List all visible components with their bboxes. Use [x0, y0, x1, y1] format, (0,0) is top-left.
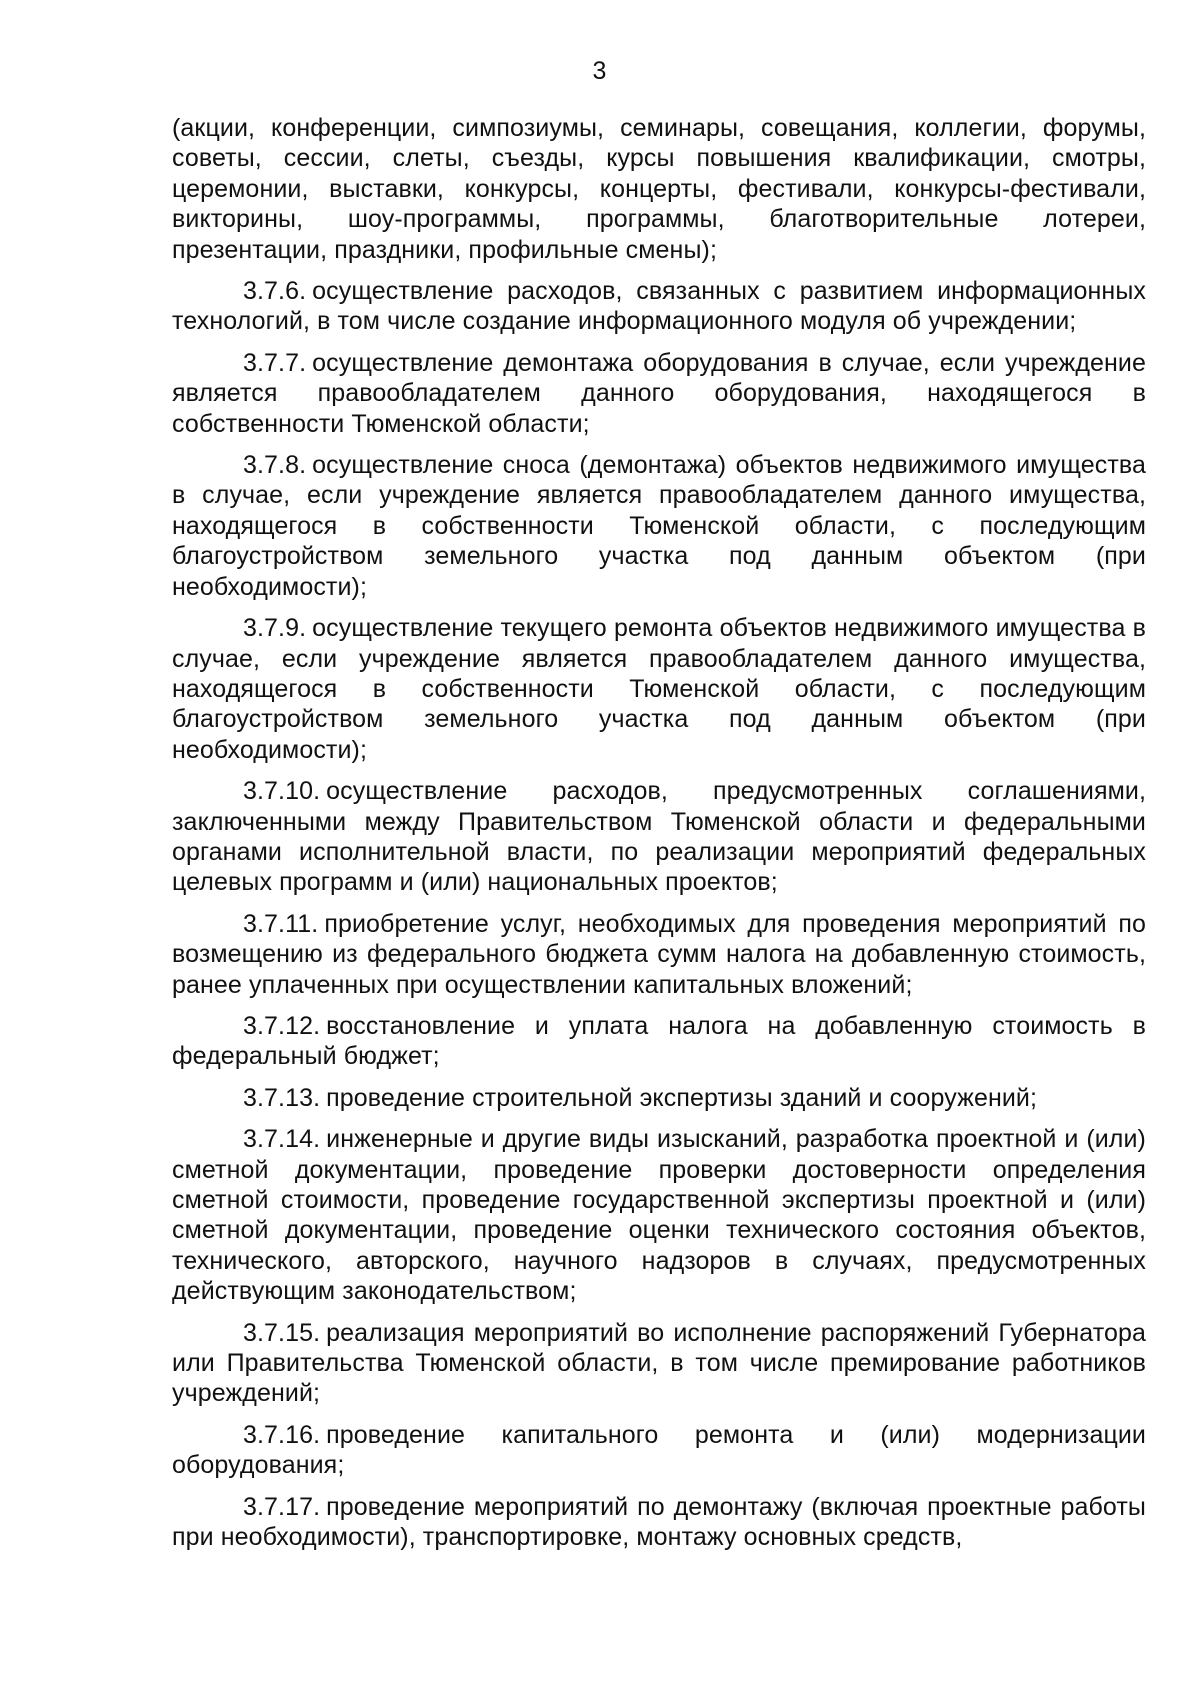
paragraph-number: 3.7.11.: [243, 909, 319, 938]
paragraph-3-7-14: [172, 1124, 1146, 1306]
paragraph-3-7-8: [172, 450, 1146, 602]
paragraph-number: 3.7.16.: [243, 1420, 321, 1449]
paragraph-number: 3.7.10.: [243, 777, 321, 806]
paragraph-text: проведение мероприятий по демонтажу (включая проектные работы при необходимости), транспортировке, монтажу основных средств,: [172, 1492, 1146, 1552]
paragraph-text: инженерные и другие виды изысканий, разработка проектной и (или) сметной документации, проведение проверки достоверности определения сметной стоимости, проведение государственной экспертизы проектной и (или) сметной документации, проведение оценки технического состояния объектов, технического, авторского, научного надзоров в случаях, предусмотренных действующим законодательством;: [172, 1125, 1146, 1306]
paragraph-text: осуществление расходов, связанных с развитием информационных технологий, в том числе создание информационного модуля об учреждении;: [172, 277, 1146, 336]
paragraph-text: проведение капитального ремонта и (или) модернизации оборудования;: [172, 1420, 1146, 1480]
paragraph-continuation: [172, 113, 1146, 265]
paragraph-3-7-16: [172, 1420, 1146, 1481]
paragraph-3-7-11: [172, 909, 1146, 1000]
paragraph-text: (акции, конференции, симпозиумы, семинары, совещания, коллегии, форумы, советы, сессии, слеты, съезды, курсы повышения квалификации, смотры, церемонии, выставки, конкурсы, концерты, фестивали, конкурсы-фестивали, викторины, шоу-программы, программы, благотворительные лотереи, презентации, праздники, профильные смены);: [172, 114, 1146, 264]
paragraph-number: 3.7.9.: [243, 614, 307, 643]
paragraph-3-7-9: [172, 613, 1146, 765]
paragraph-text: приобретение услуг, необходимых для проведения мероприятий по возмещению из федерального бюджета сумм налога на добавленную стоимость, ранее уплаченных при осуществлении капитальных вложений;: [172, 909, 1146, 999]
page-number: 3: [592, 57, 607, 85]
paragraph-3-7-15: [172, 1318, 1146, 1409]
paragraph-number: 3.7.17.: [243, 1492, 321, 1521]
paragraph-text: осуществление текущего ремонта объектов недвижимого имущества в случае, если учреждение является правообладателем данного имущества, находящегося в собственности Тюменской области, с последующим благоустройством земельного участка под данным объектом (при необходимости);: [172, 614, 1146, 764]
paragraph-3-7-6: [172, 276, 1146, 337]
paragraph-number: 3.7.7.: [243, 348, 307, 377]
paragraph-number: 3.7.8.: [243, 451, 307, 480]
paragraph-number: 3.7.14.: [243, 1125, 321, 1154]
paragraph-number: 3.7.6.: [243, 277, 307, 306]
paragraph-text: восстановление и уплата налога на добавленную стоимость в федеральный бюджет;: [172, 1011, 1146, 1071]
paragraph-text: осуществление сноса (демонтажа) объектов недвижимого имущества в случае, если учреждение является правообладателем данного имущества, находящегося в собственности Тюменской области, с последующим благоустройством земельного участка под данным объектом (при необходимости);: [172, 451, 1146, 601]
paragraph-3-7-13: [172, 1083, 1146, 1113]
paragraph-text: реализация мероприятий во исполнение распоряжений Губернатора или Правительства Тюменской области, в том числе премирование работников учреждений;: [172, 1318, 1146, 1408]
paragraph-text: осуществление демонтажа оборудования в случае, если учреждение является правообладателем данного оборудования, находящегося в собственности Тюменской области;: [172, 348, 1146, 438]
paragraph-text: осуществление расходов, предусмотренных соглашениями, заключенными между Правительством Тюменской области и федеральными органами исполнительной власти, по реализации мероприятий федеральных целевых программ и (или) национальных проектов;: [172, 777, 1146, 897]
paragraph-3-7-7: [172, 348, 1146, 439]
paragraph-3-7-12: [172, 1011, 1146, 1072]
paragraph-text: проведение строительной экспертизы зданий и сооружений;: [326, 1083, 1038, 1112]
paragraph-number: 3.7.13.: [243, 1083, 321, 1112]
paragraph-3-7-17: [172, 1492, 1146, 1553]
paragraph-3-7-10: [172, 776, 1146, 898]
document-body: [172, 113, 1146, 1563]
paragraph-number: 3.7.12.: [243, 1011, 321, 1040]
paragraph-number: 3.7.15.: [243, 1318, 321, 1347]
